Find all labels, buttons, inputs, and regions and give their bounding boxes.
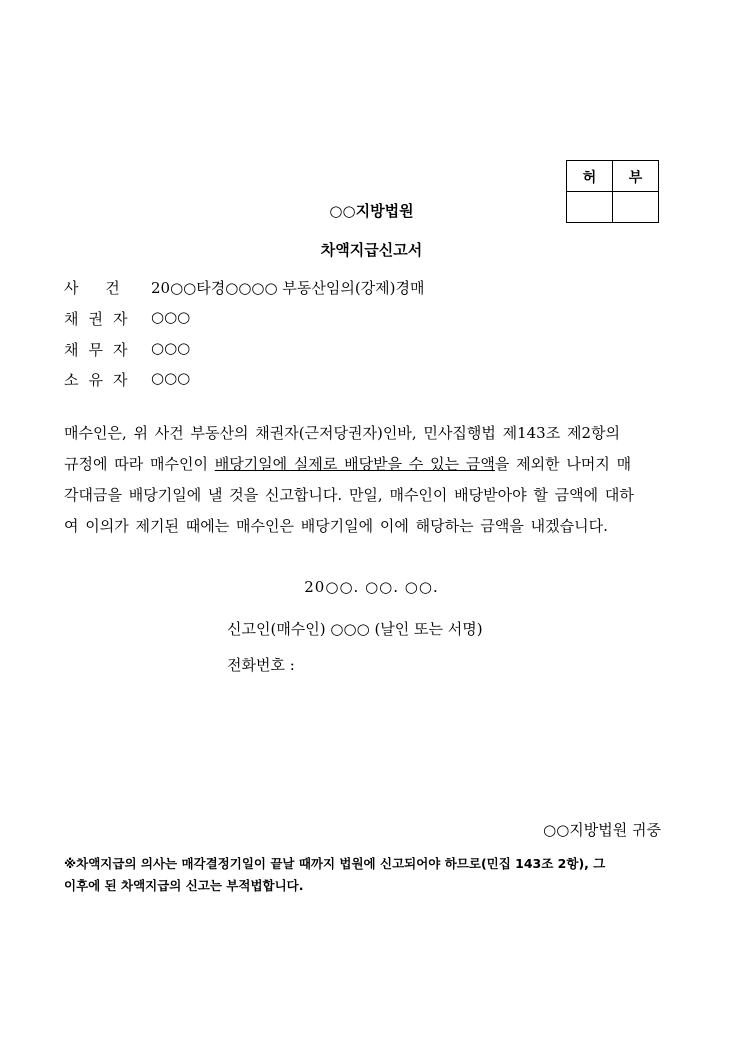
field-owner [64, 369, 191, 390]
field-case [64, 277, 425, 298]
field-case-value: 20○○타경○○○○ 부동산임의(강제)경매 [151, 279, 425, 297]
approval-deny-label: 부 [628, 170, 643, 186]
body-line-2-underlined: 배당기일에 실제로 배당받을 수 있는 금액 [214, 455, 495, 473]
approval-allow-label: 허 [582, 170, 597, 186]
reporter-signature: 신고인(매수인) ○○○ (날인 또는 서명) [227, 620, 483, 638]
body-line-3: 각대금을 배당기일에 낼 것을 신고합니다. 만일, 매수인이 배당받아야 할 금액에 대하 [64, 486, 634, 504]
document-title: 차액지급신고서 [320, 241, 423, 259]
field-owner-label: 소유자 [64, 371, 138, 389]
body-line-2-after: 을 제외한 나머지 매 [494, 455, 632, 473]
field-debtor-value: ○○○ [151, 339, 191, 357]
footnote-line-2: 이후에 된 차액지급의 신고는 부적법합니다. [64, 878, 304, 893]
field-creditor-value: ○○○ [151, 308, 191, 326]
field-creditor-label: 채권자 [64, 310, 138, 328]
field-owner-value: ○○○ [151, 369, 191, 387]
addressee: ○○지방법원 귀중 [543, 821, 661, 839]
body-line-1: 매수인은, 위 사건 부동산의 채권자(근저당권자)인바, 민사집행법 제143조 제2항의 [64, 424, 620, 442]
field-creditor [64, 308, 191, 329]
filing-date: 20○○. ○○. ○○. [304, 578, 439, 596]
footnote [64, 853, 664, 897]
field-case-label: 사 건 [64, 279, 120, 297]
footnote-line-1: ※차액지급의 의사는 매각결정기일이 끝날 때까지 법원에 신고되어야 하므로(민집 143조 2항), 그 [64, 856, 606, 871]
body-paragraph [64, 418, 664, 542]
court-name: ○○지방법원 [329, 202, 414, 220]
field-debtor-label: 채무자 [64, 341, 138, 359]
phone-number: 전화번호 : [227, 656, 295, 674]
field-debtor [64, 339, 191, 360]
body-line-4: 여 이의가 제기된 때에는 매수인은 배당기일에 이에 해당하는 금액을 내겠습니다. [64, 517, 608, 535]
body-line-2-before: 규정에 따라 매수인이 [64, 455, 215, 473]
body-line-2 [64, 449, 664, 480]
